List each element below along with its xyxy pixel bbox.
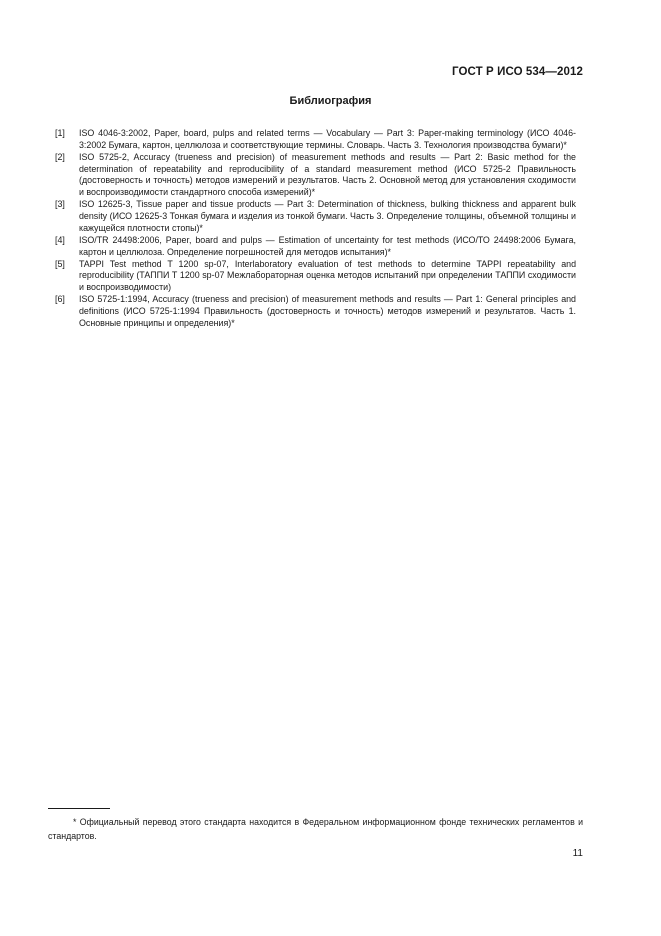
reference-number: [5]: [55, 258, 65, 269]
reference-text: ISO/TR 24498:2006, Paper, board and pulps — Estimation of uncertainty for test methods (ИСО/ТО 24498:2006 Бумага, картон и целлюлоза. Определение погрешностей для методов испытания)*: [79, 234, 576, 257]
bibliography-list: [55, 128, 576, 330]
reference-text: ISO 4046-3:2002, Paper, board, pulps and related terms — Vocabulary — Part 3: Paper-making terminology (ИСО 4046-3:2002 Бумага, картон, целлюлоза и соответствующие термины. Словарь. Часть 3. Технология производства бумаги)*: [79, 128, 576, 150]
reference-text: ISO 12625-3, Tissue paper and tissue products — Part 3: Determination of thickness, bulking thickness and apparent bulk density (ИСО 12625-3 Тонкая бумага и изделия из тонкой бумаги. Часть 3. Определение толщины, объемной толщины и кажущейся плотности стопы)*: [79, 199, 576, 233]
page-title: Библиография: [289, 95, 372, 107]
reference-number: [6]: [55, 294, 65, 305]
reference-number: [1]: [55, 128, 65, 138]
reference-number: [4]: [55, 234, 65, 245]
reference-item: [55, 235, 576, 259]
reference-item: [55, 128, 576, 152]
reference-text: TAPPI Test method T 1200 sp-07, Interlaboratory evaluation of test methods to determine TAPPI repeatability and reproducibility (ТАППИ Т 1200 sp-07 Межлабораторная оценка методов испытаний при определении ТАППИ сходимости и воспроизводимости): [79, 258, 576, 293]
footnote: * Официальный перевод этого стандарта находится в Федеральном информационном фонде технических регламентов и стандартов.: [48, 817, 583, 841]
standard-code: ГОСТ Р ИСО 534—2012: [451, 66, 583, 78]
reference-item: [55, 294, 576, 329]
reference-text: ISO 5725-2, Accuracy (trueness and precision) of measurement methods and results — Part 2: Basic method for the determination of repeatability and reproducibility of a standard measurement method (ИСО 5725-2 Правильность (достоверность и точность) методов измерений и результатов. Часть 2. Основной метод для установления сходимости и воспроизводимости стандартного способа измерений)*: [79, 151, 576, 198]
reference-number: [3]: [55, 199, 65, 210]
reference-number: [2]: [55, 151, 65, 162]
footnote-divider: [48, 808, 110, 809]
reference-item: [55, 199, 576, 234]
page-number: 11: [572, 848, 583, 859]
reference-text: ISO 5725-1:1994, Accuracy (trueness and precision) of measurement methods and results — Part 1: General principles and definitions (ИСО 5725-1:1994 Правильность (достоверность и точность) методов измерений и результатов. Часть 1. Основные принципы и определения)*: [79, 294, 576, 328]
reference-item: [55, 152, 576, 199]
reference-item: [55, 259, 576, 294]
